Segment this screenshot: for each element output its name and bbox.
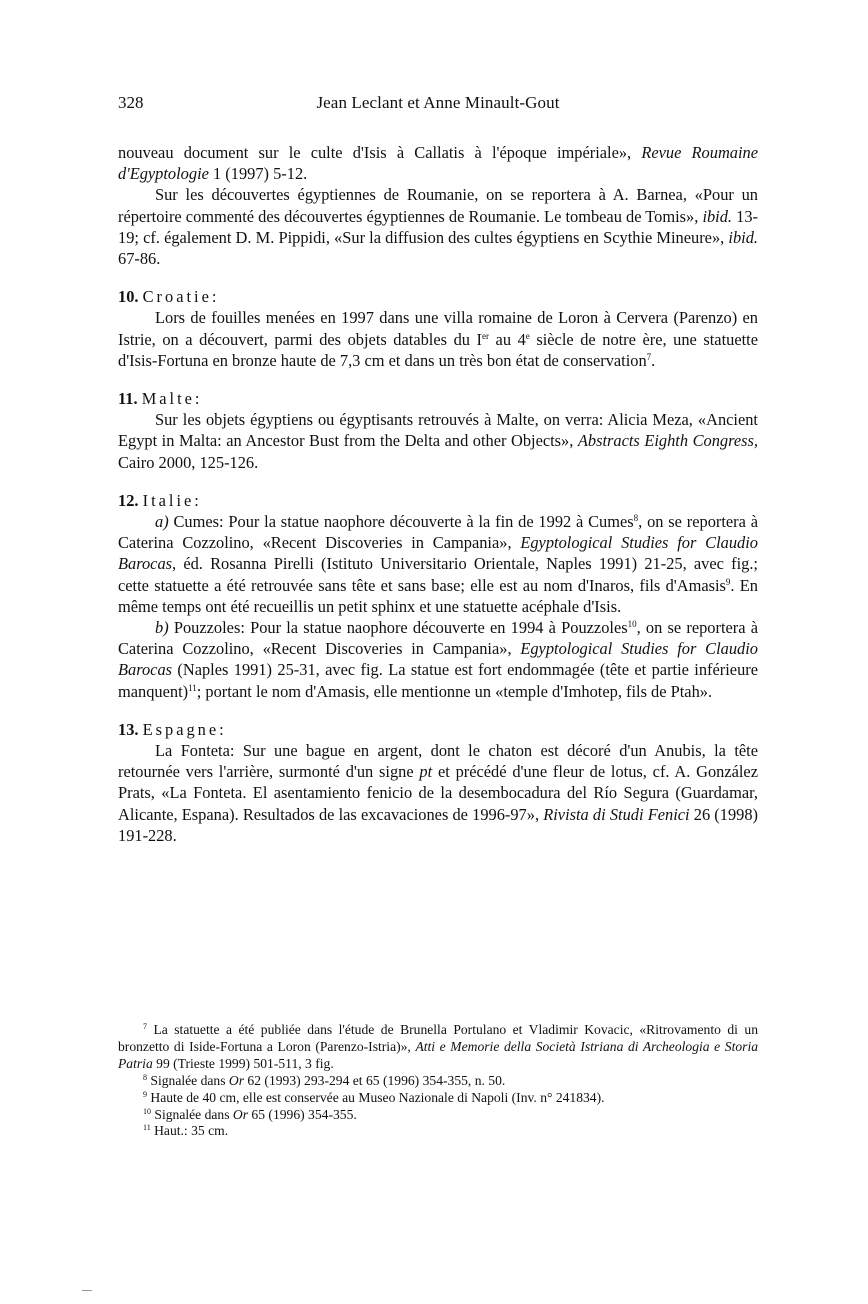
section-number: 13. [118,719,139,739]
footnote-11: $^{11}$ Haut.: 35 cm. [143,1123,229,1139]
section-espagne [118,719,758,846]
section-number: 12. [118,490,139,510]
footnote-ref: 9 [725,576,731,587]
section-paragraph-pouzzoles: b) Pouzzoles: Pour la statue naophore découverte en 1994 à Pouzzoles$^{10}$, on se reportera à Caterina Cozzolino, «Recent Discoveries in Campania», Egyptological Studies for Claudio Barocas (Naples 1991) 25-31, avec fig. La statue est fort endommagée (tête et partie inférieure manquent)$^{11}$; portant le nom d'Amasis, elle mentionne un «temple d'Imhotep, fils de Ptah». [118,618,758,701]
section-heading [118,490,758,511]
footnote-ref: 8 [633,513,639,524]
section-number: 10. [118,287,139,307]
footnote-number: 9 [143,1089,147,1099]
section-title: Espagne: [142,719,227,739]
section-title: Malte: [141,389,203,409]
section-paragraph: Lors de fouilles menées en 1997 dans une villa romaine de Loron à Cervera (Parenzo) en Istrie, on a découvert, parmi des objets datables du Ier au 4e siècle de notre ère, une statuette d'Isis-Fortuna en bronze haute de 7,3 cm et dans un très bon état de conservation$^7$. [118,308,758,370]
intro-paragraph-continued: nouveau document sur le culte d'Isis à Callatis à l'époque impériale», Revue Roumaine d'Egyptologie 1 (1997) 5-12. [118,143,759,184]
section-paragraph: Sur les objets égyptiens ou égyptisants retrouvés à Malte, on verra: Alicia Meza, «Ancient Egypt in Malta: an Ancestor Bust from the Delta and other Objects», Abstracts Eighth Congress, Cairo 2000, 125-126. [118,410,758,472]
scan-mark [82,1290,92,1291]
footnotes [118,1022,758,1140]
section-paragraph-cumes: a) Cumes: Pour la statue naophore découverte à la fin de 1992 à Cumes$^8$, on se reportera à Caterina Cozzolino, «Recent Discoveries in Campania», Egyptological Studies for Claudio Barocas, éd. Rosanna Pirelli (Istituto Universitario Orientale, Naples 1991) 21-25, avec fig.; cette statuette a été retrouvée sans tête et sans base; elle est au nom d'Inaros, fils d'Amasis$^9$. En même temps ont été recueillis un petit sphinx et une statuette acéphale d'Isis. [118,512,759,616]
footnote-number: 10 [143,1106,151,1116]
footnote-number: 8 [143,1072,147,1082]
footnote-10: $^{10}$ Signalée dans Or 65 (1996) 354-355. [143,1106,357,1122]
section-title: Croatie: [142,287,220,307]
footnote-7: $^7$ La statuette a été publiée dans l'étude de Brunella Portulano et Vladimir Kovacic, «Ritrovamento di un bronzetto di Iside-Fortuna a Loron (Parenzo-Istria)», Atti e Memorie della Società Istriana di Archeologia e Storia Patria 99 (Trieste 1999) 501-511, 3 fig. [118,1022,759,1071]
section-title: Italie: [142,490,202,510]
section-heading [118,719,758,740]
section-croatie [118,286,758,371]
page-number: 328 [118,93,144,112]
footnote-ref: 10 [627,619,637,630]
footnote-ref: 7 [646,351,652,362]
section-number: 11. [118,389,138,409]
running-head: Jean Leclant et Anne Minault-Gout [316,93,560,112]
section-italie [118,490,758,702]
footnote-number: 11 [143,1123,151,1133]
journal-title: Revue Roumaine d'Egyptologie [118,143,759,184]
footnote-9: $^9$ Haute de 40 cm, elle est conservée au Museo Nazionale di Napoli (Inv. n° 241834). [143,1089,605,1105]
section-malte [118,388,758,473]
section-heading [118,286,758,307]
section-paragraph: La Fonteta: Sur une bague en argent, dont le chaton est décoré d'un Anubis, la tête retournée vers l'arrière, surmonté d'un signe pt et précédé d'une fleur de lotus, cf. A. González Prats, «La Fonteta. El asentamiento fenicio de la desembocadura del Río Segura (Guardamar, Alicante, Espana). Resultados de las excavaciones de 1996-97», Rivista di Studi Fenici 26 (1998) 191-228. [118,741,759,845]
footnote-8: $^8$ Signalée dans Or 62 (1993) 293-294 et 65 (1996) 354-355, n. 50. [143,1072,506,1088]
section-heading [118,388,758,409]
main-text [118,142,758,846]
footnote-ref: 11 [188,682,197,693]
intro-paragraph-roumanie: Sur les découvertes égyptiennes de Roumanie, on se reportera à A. Barnea, «Pour un répertoire commenté des découvertes égyptiennes de Roumanie. Le tombeau de Tomis», ibid. 13-19; cf. également D. M. Pippidi, «Sur la diffusion des cultes égyptiens en Scythie Mineure», ibid. 67-86. [118,185,759,269]
page-header [118,93,758,115]
footnote-number: 7 [143,1022,147,1031]
